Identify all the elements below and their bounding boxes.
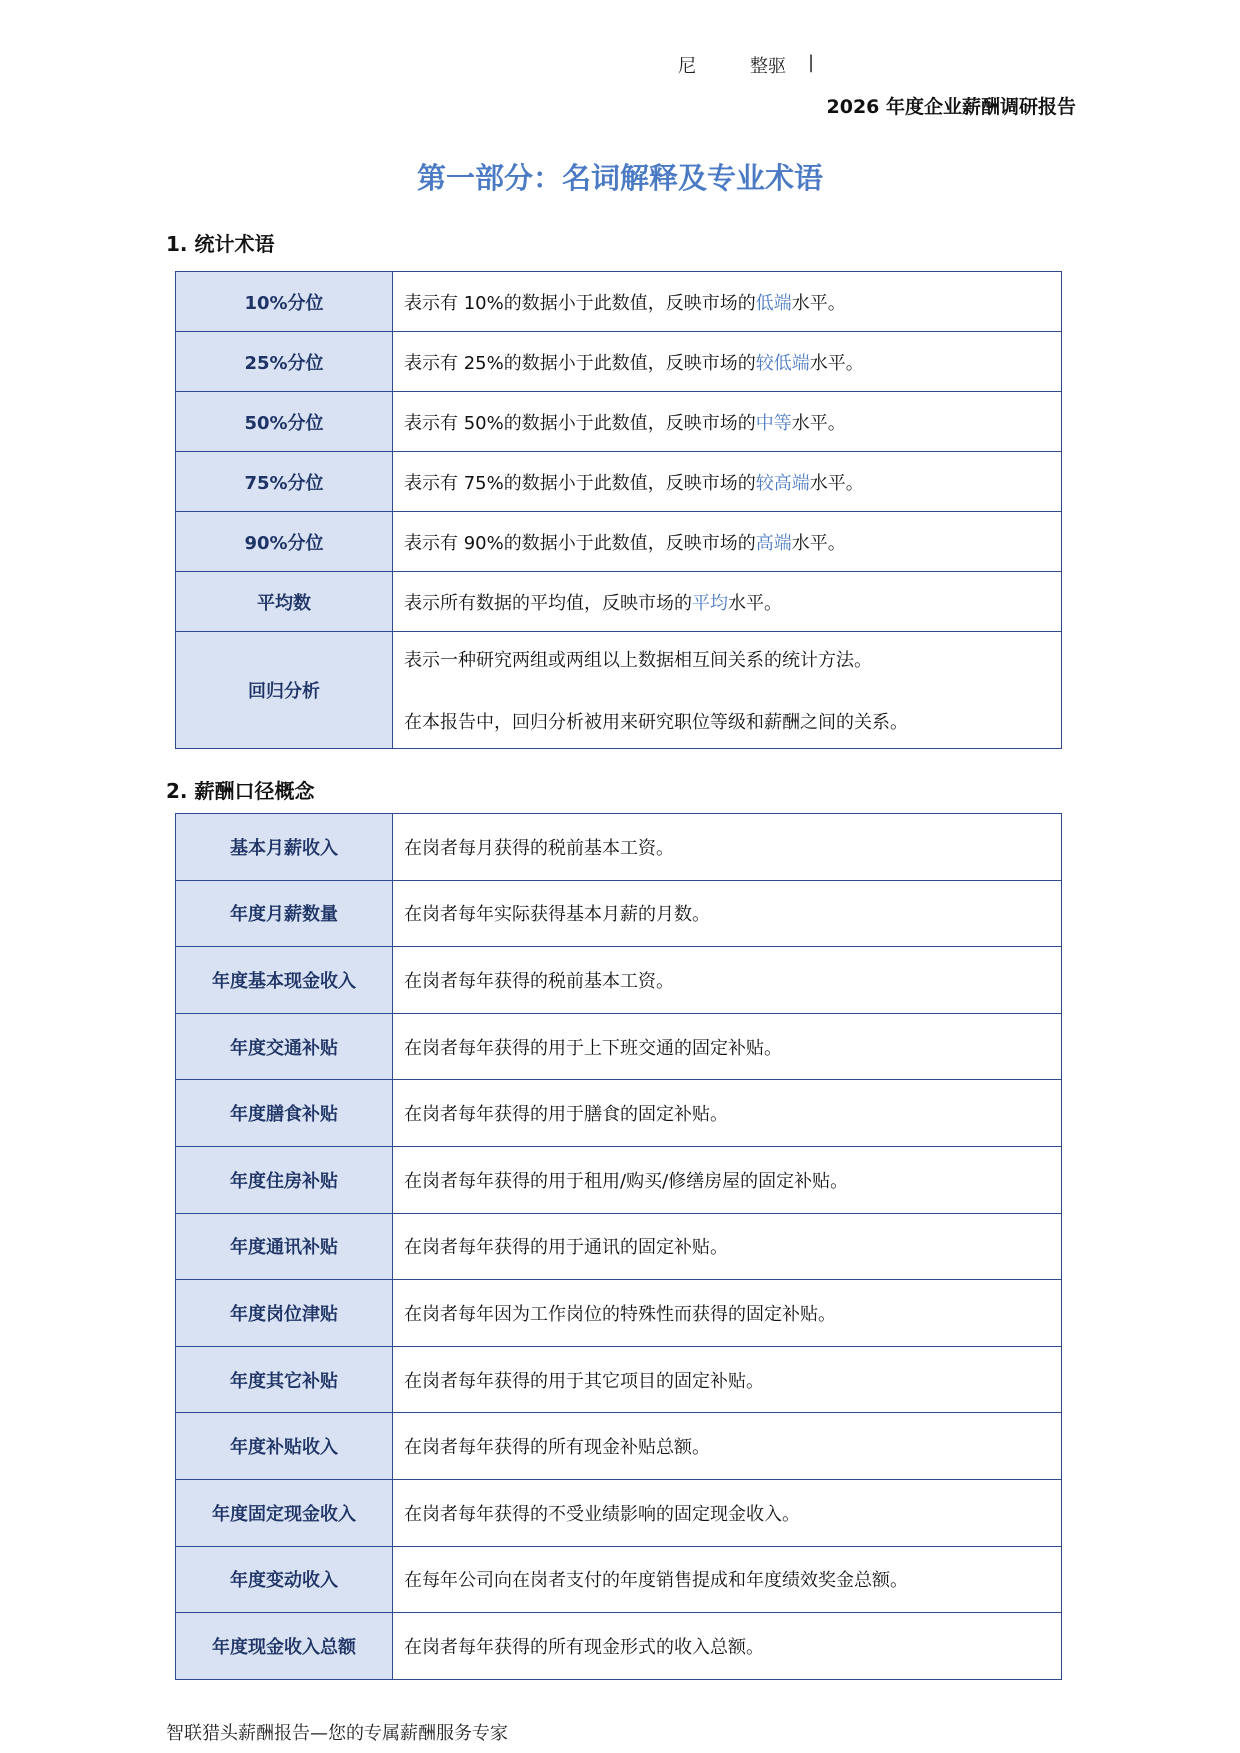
table-row [176, 632, 1062, 749]
salary-terms-table [175, 813, 1062, 1680]
term-cell: 年度住房补贴 [176, 1146, 393, 1213]
term-cell: 回归分析 [176, 632, 393, 749]
definition-cell [393, 572, 1062, 632]
definition-cell: 在岗者每年获得的用于上下班交通的固定补贴。 [393, 1013, 1062, 1080]
brand-left: 尼 [678, 56, 696, 77]
term-cell: 年度固定现金收入 [176, 1479, 393, 1546]
definition-cell: 在岗者每年获得的税前基本工资。 [393, 947, 1062, 1014]
term-cell: 年度膳食补贴 [176, 1080, 393, 1147]
table-row [176, 1213, 1062, 1280]
definition-text: 水平。 [791, 412, 846, 434]
table-row [176, 1013, 1062, 1080]
definition-cell: 在岗者每年获得的用于其它项目的固定补贴。 [393, 1346, 1062, 1413]
definition-cell: 在岗者每年获得的用于租用/购买/修缮房屋的固定补贴。 [393, 1146, 1062, 1213]
definition-cell [393, 632, 1062, 749]
term-cell: 75%分位 [176, 452, 393, 512]
term-cell: 90%分位 [176, 512, 393, 572]
definition-text: 水平。 [791, 532, 846, 554]
table-row [176, 1413, 1062, 1480]
definition-cell: 在岗者每月获得的税前基本工资。 [393, 814, 1062, 881]
definition-cell [393, 332, 1062, 392]
brand-separator: | [808, 52, 815, 73]
term-cell: 年度月薪数量 [176, 880, 393, 947]
brand-right: 整驱 [750, 56, 786, 77]
definition-text: 水平。 [809, 472, 864, 494]
table-row [176, 392, 1062, 452]
table-row [176, 1146, 1062, 1213]
table-row [176, 332, 1062, 392]
term-cell: 25%分位 [176, 332, 393, 392]
term-cell: 基本月薪收入 [176, 814, 393, 881]
highlight-text: 较低端 [755, 352, 810, 374]
table-row [176, 1280, 1062, 1347]
table-row [176, 572, 1062, 632]
definition-text: 表示有 50%的数据小于此数值，反映市场的 [404, 412, 756, 434]
definition-cell: 在岗者每年获得的用于通讯的固定补贴。 [393, 1213, 1062, 1280]
highlight-text: 低端 [755, 292, 792, 314]
table-row [176, 947, 1062, 1014]
table-row [176, 1479, 1062, 1546]
table-row [176, 1346, 1062, 1413]
definition-cell [393, 512, 1062, 572]
definition-text: 水平。 [728, 592, 782, 614]
definition-text: 表示有 10%的数据小于此数值，反映市场的 [404, 292, 756, 314]
definition-text: 表示有 25%的数据小于此数值，反映市场的 [404, 352, 756, 374]
term-cell: 10%分位 [176, 272, 393, 332]
table-row [176, 272, 1062, 332]
definition-text: 水平。 [809, 352, 864, 374]
term-cell: 50%分位 [176, 392, 393, 452]
definition-cell: 在每年公司向在岗者支付的年度销售提成和年度绩效奖金总额。 [393, 1546, 1062, 1613]
term-cell: 年度补贴收入 [176, 1413, 393, 1480]
report-title: 2026 年度企业薪酬调研报告 [826, 96, 1076, 118]
statistics-terms-table [175, 271, 1062, 749]
brand-logo-text [670, 50, 830, 80]
definition-cell [393, 392, 1062, 452]
section-title-salary: 2. 薪酬口径概念 [166, 779, 315, 803]
definition-text: 表示所有数据的平均值，反映市场的 [404, 592, 692, 614]
highlight-text: 较高端 [755, 472, 810, 494]
term-cell: 年度通讯补贴 [176, 1213, 393, 1280]
table-row [176, 1080, 1062, 1147]
definition-cell [393, 272, 1062, 332]
definition-text: 表示有 75%的数据小于此数值，反映市场的 [404, 472, 756, 494]
definition-text: 水平。 [791, 292, 846, 314]
term-cell: 年度交通补贴 [176, 1013, 393, 1080]
term-cell: 年度其它补贴 [176, 1346, 393, 1413]
definition-cell: 在岗者每年获得的用于膳食的固定补贴。 [393, 1080, 1062, 1147]
term-cell: 年度岗位津贴 [176, 1280, 393, 1347]
definition-cell: 在岗者每年获得的不受业绩影响的固定现金收入。 [393, 1479, 1062, 1546]
section-title-statistics: 1. 统计术语 [166, 232, 275, 256]
table-row [176, 512, 1062, 572]
definition-line: 在本报告中，回归分析被用来研究职位等级和薪酬之间的关系。 [404, 712, 908, 733]
term-cell: 年度现金收入总额 [176, 1613, 393, 1680]
footer-slogan: 智联猎头薪酬报告—您的专属薪酬服务专家 [166, 1723, 508, 1744]
term-cell: 年度基本现金收入 [176, 947, 393, 1014]
definition-cell: 在岗者每年获得的所有现金形式的收入总额。 [393, 1613, 1062, 1680]
term-cell: 平均数 [176, 572, 393, 632]
definition-cell: 在岗者每年实际获得基本月薪的月数。 [393, 880, 1062, 947]
highlight-text: 高端 [755, 532, 792, 554]
definition-cell: 在岗者每年获得的所有现金补贴总额。 [393, 1413, 1062, 1480]
definition-line: 表示一种研究两组或两组以上数据相互间关系的统计方法。 [404, 650, 872, 671]
term-cell: 年度变动收入 [176, 1546, 393, 1613]
definition-cell [393, 452, 1062, 512]
highlight-text: 平均 [692, 592, 728, 614]
table-row [176, 1546, 1062, 1613]
table-row [176, 814, 1062, 881]
highlight-text: 中等 [755, 412, 792, 434]
definition-cell: 在岗者每年因为工作岗位的特殊性而获得的固定补贴。 [393, 1280, 1062, 1347]
part-title: 第一部分：名词解释及专业术语 [416, 161, 823, 195]
table-row [176, 1613, 1062, 1680]
definition-text: 表示有 90%的数据小于此数值，反映市场的 [404, 532, 756, 554]
table-row [176, 452, 1062, 512]
table-row [176, 880, 1062, 947]
